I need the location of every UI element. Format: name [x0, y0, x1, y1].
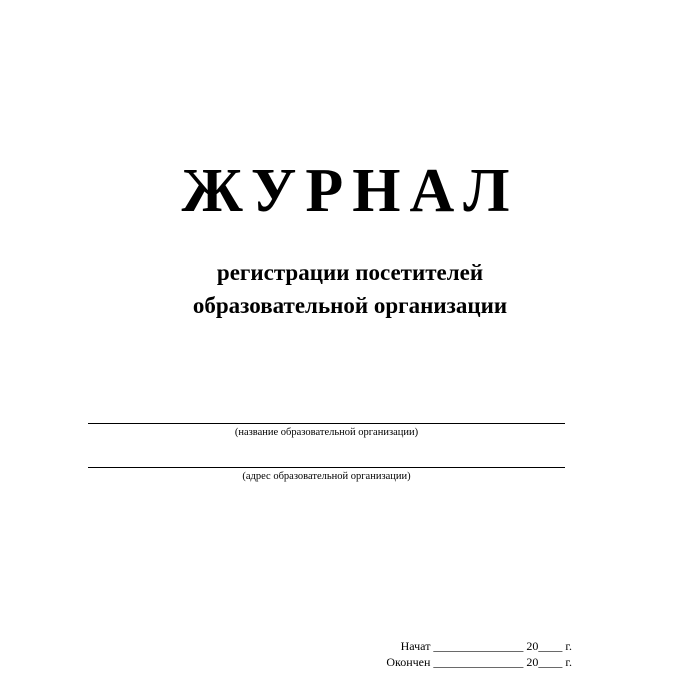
- document-title: ЖУРНАЛ: [181, 157, 519, 225]
- started-date-row: Начат _______________ 20____ г.: [400, 639, 572, 653]
- document-subtitle: [0, 256, 700, 322]
- finished-date-row: Окончен _______________ 20____ г.: [386, 655, 572, 669]
- subtitle-line-2: образовательной организации: [192, 293, 508, 318]
- organization-address-caption: (адрес образовательной организации): [242, 471, 411, 482]
- organization-address-line: [88, 467, 565, 468]
- subtitle-line-1: регистрации посетителей: [216, 260, 484, 285]
- organization-name-line: [88, 423, 565, 424]
- organization-name-caption: (название образовательной организации): [234, 427, 419, 438]
- journal-dates-block: [386, 638, 572, 670]
